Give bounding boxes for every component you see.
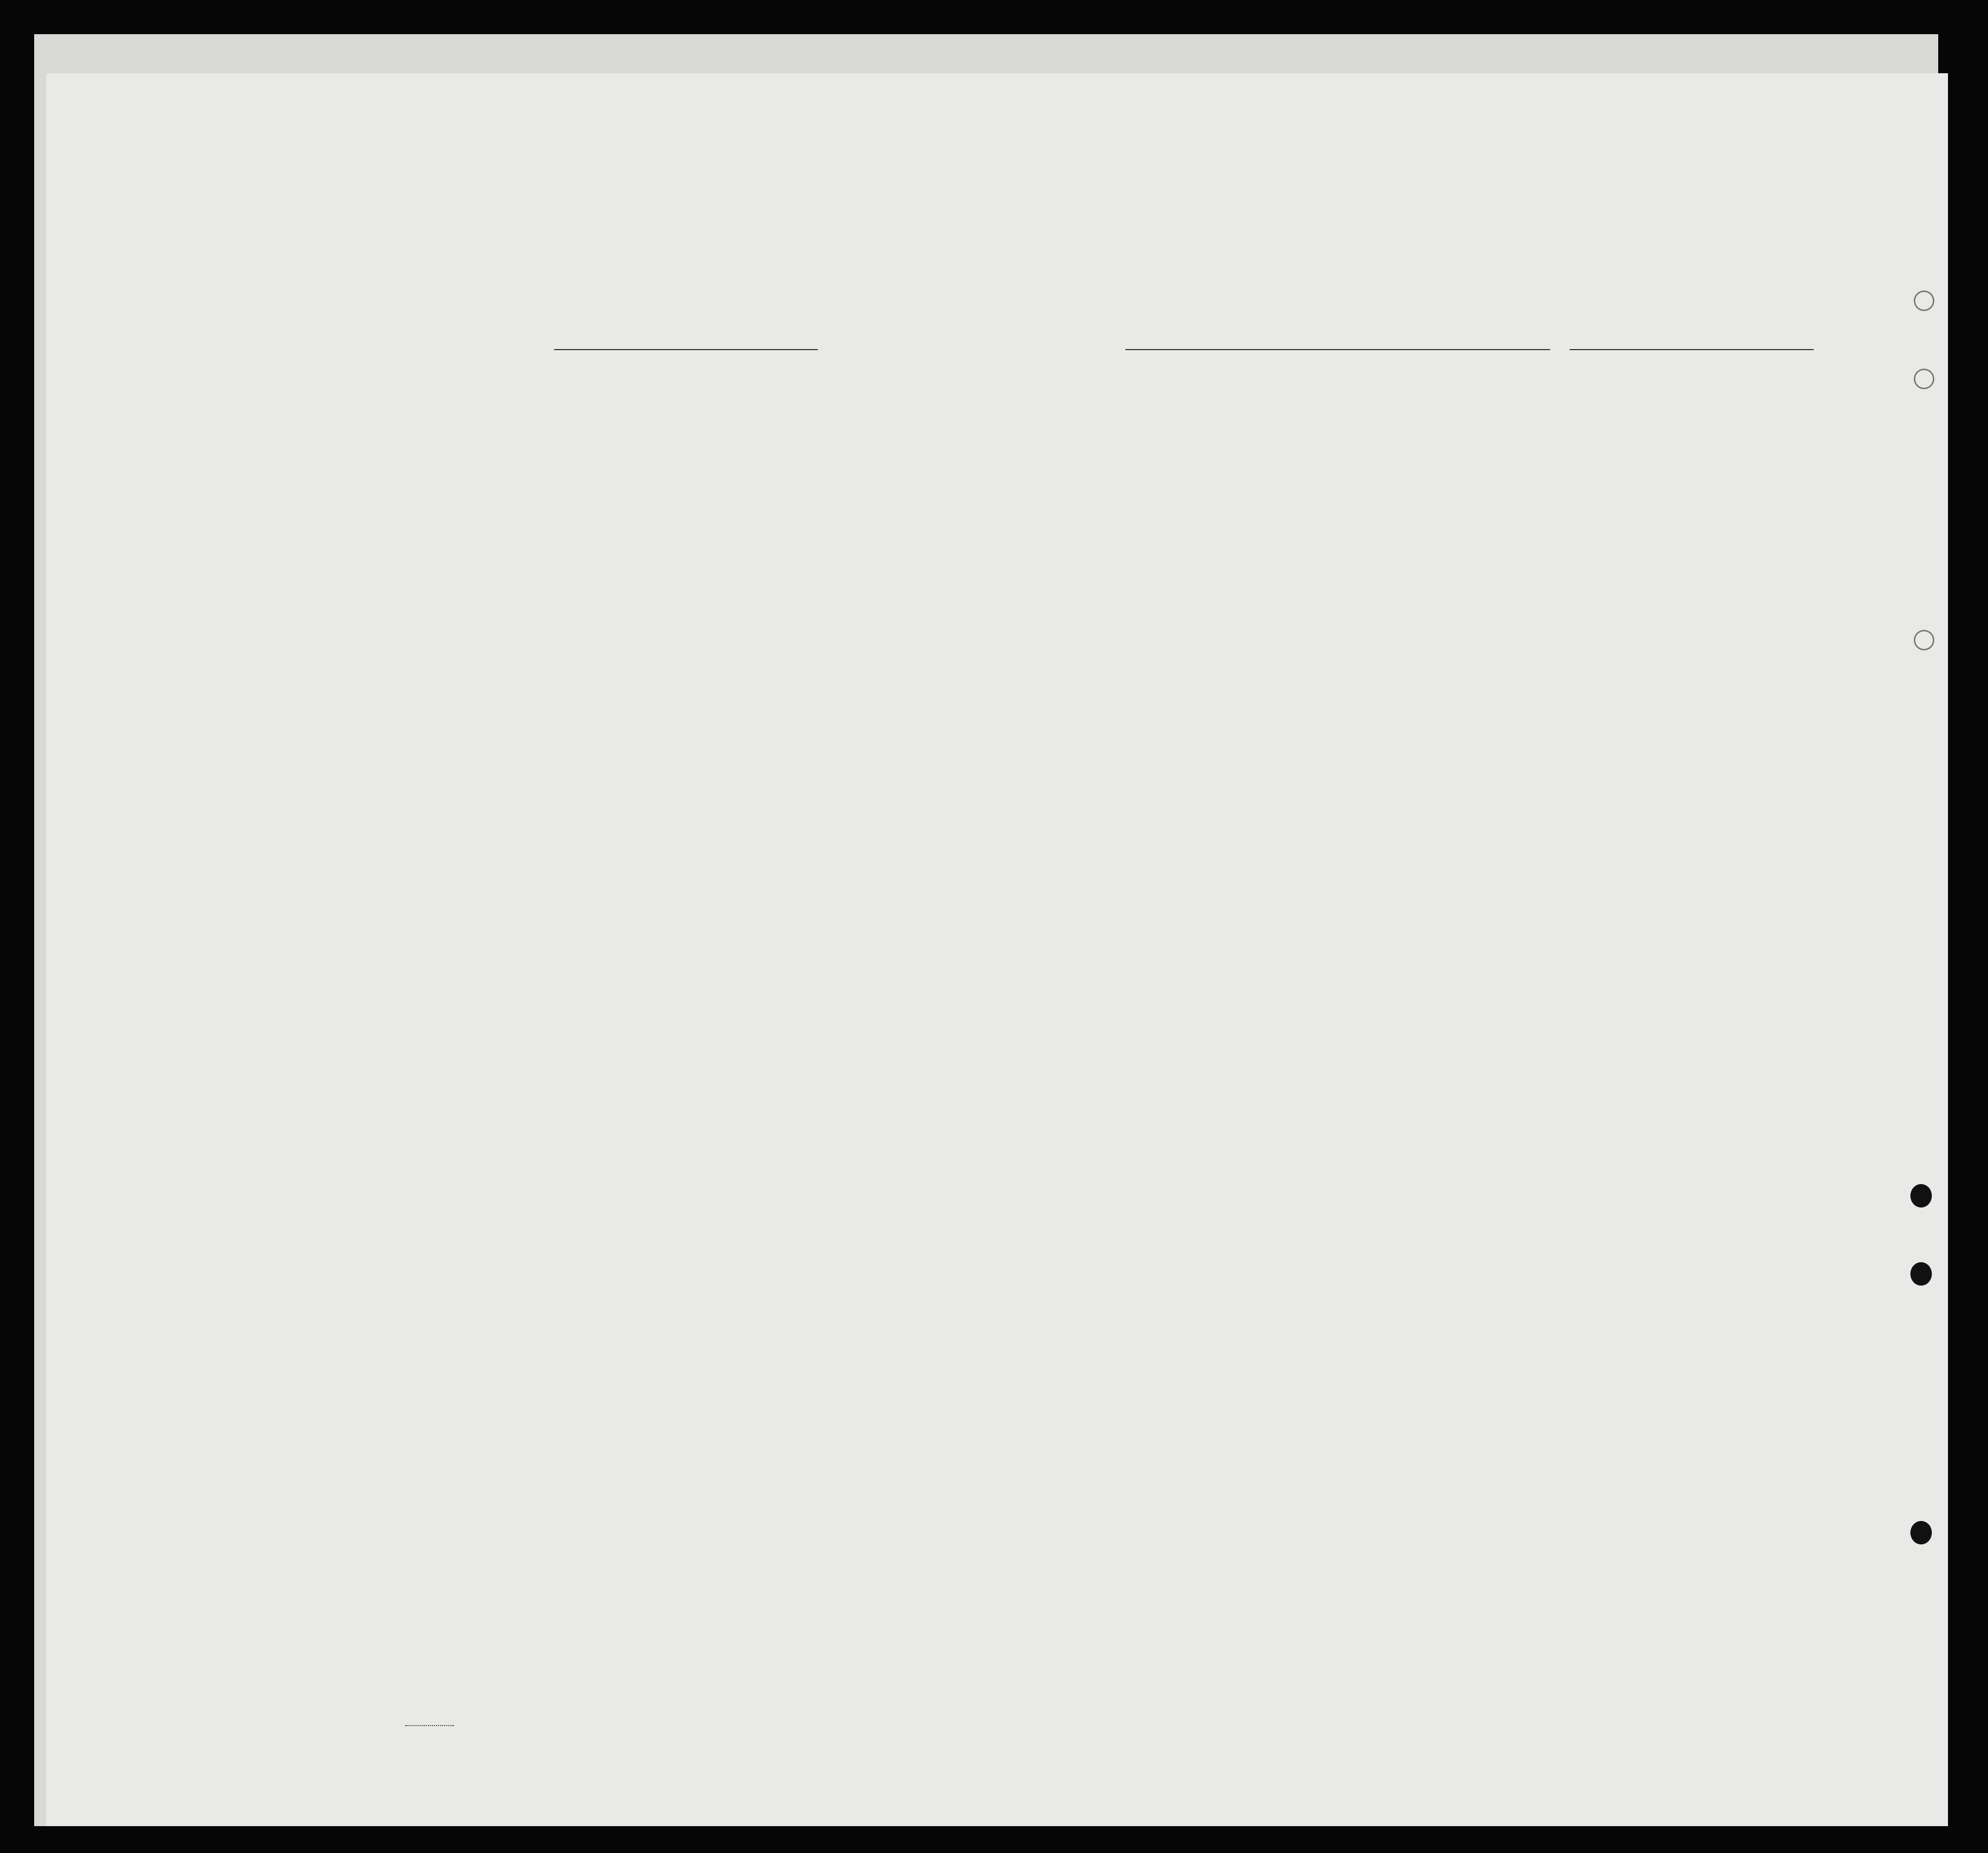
list-a-marker — [151, 168, 176, 220]
date-underline — [1570, 349, 1814, 350]
manifest-sheet — [46, 73, 1948, 1826]
punch-hole-1 — [1910, 1184, 1932, 1208]
aliens-blank — [405, 1725, 454, 1726]
binder-ring-2 — [1914, 369, 1934, 389]
binder-ring-1 — [1914, 291, 1934, 311]
port-underline — [1125, 349, 1550, 350]
punch-hole-2 — [1910, 1262, 1932, 1286]
ship-underline — [554, 349, 818, 350]
punch-hole-3 — [1910, 1521, 1932, 1544]
binder-ring-3 — [1914, 630, 1934, 650]
